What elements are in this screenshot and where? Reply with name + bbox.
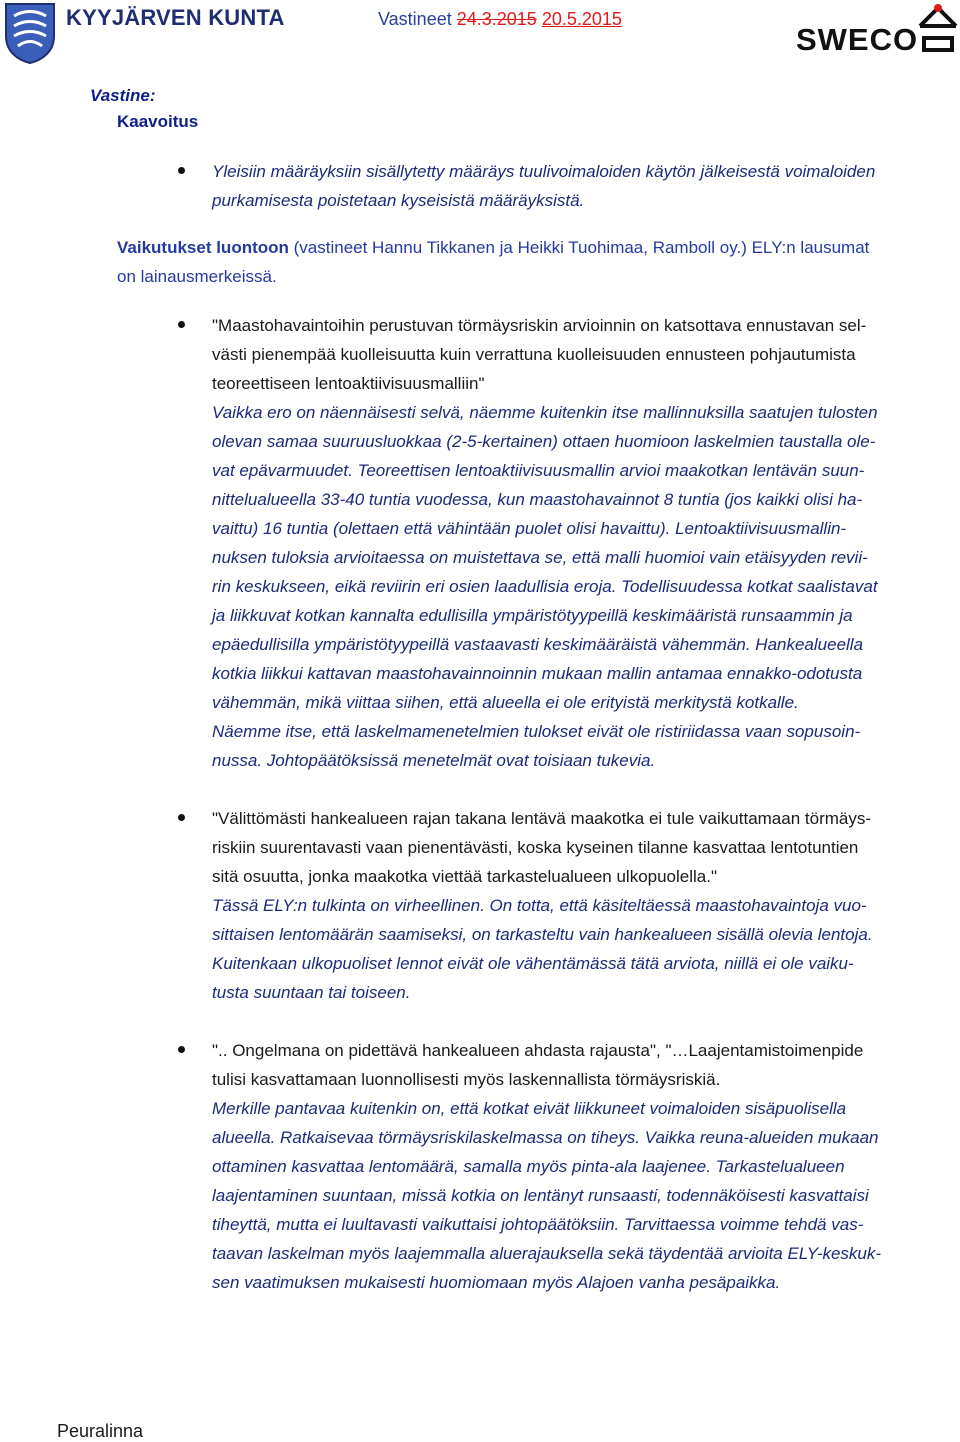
reply-line: olevan samaa suuruusluokkaa (2-5-kertainen) ottaen huomioon laskelmien taustalla ole- — [212, 432, 876, 451]
reply-line: kotkia liikkui kattavan maastohavainnoinnin mukaan mallin antamaa ennakko-odotusta — [212, 664, 863, 683]
logo-text: SWECO — [796, 22, 919, 57]
quote-line: västi pienempää kuolleisuutta kuin verrattuna kuolleisuuden ennusteen pohjautumista — [212, 345, 856, 364]
reply-line: taavan laskelman myös laajemmalla aluerajauksella sekä täydentää arvioita ELY-keskuk- — [212, 1244, 882, 1263]
reply-line: Kuitenkaan ulkopuoliset lennot eivät ole vähentämässä tätä arviota, niillä ei ole vaiku- — [212, 954, 854, 973]
reply-line: sittaisen lentomäärän saamiseksi, on tarkasteltu vain hankealueen sisällä olevia lentoja. — [212, 925, 873, 944]
reply-line: ja liikkuvat kotkan kannalta edullisilla ympäristötyypeillä keskimääristä runsaammin ja — [212, 606, 853, 625]
reply-line: vähemmän, mikä viittaa siihen, että alueella ei ole erityistä merkitystä kotkalle. — [212, 693, 799, 712]
reply-line: Merkille pantavaa kuitenkin on, että kotkat eivät liikkuneet voimaloiden sisäpuolisella — [212, 1099, 847, 1118]
section-title: Kaavoitus — [117, 112, 199, 131]
reply-line: Vaikka ero on näennäisesti selvä, näemme kuitenkin itse mallinnuksilla saatujen tulosten — [212, 403, 878, 422]
quote-line: ".. Ongelmana on pidettävä hankealueen ahdasta rajausta", "…Laajentamistoimenpide — [212, 1041, 864, 1060]
sweco-logo — [796, 2, 960, 58]
quote-line: sitä osuutta, jonka maakotka viettää tarkastelualueen ulkopuolella." — [212, 867, 718, 886]
reply-line: Tässä ELY:n tulkinta on virheellinen. On totta, että käsiteltäessä maastohavaintoja vuo- — [212, 896, 867, 915]
document-dates — [378, 9, 622, 30]
organization-name: KYYJÄRVEN KUNTA — [66, 5, 285, 30]
quote-line: "Välittömästi hankealueen rajan takana lentävä maakotka ei tule vaikuttamaan törmäys- — [212, 809, 872, 828]
bullet-paragraph-3 — [212, 804, 954, 1007]
text-line: purkamisesta poistetaan kyseisistä määräyksistä. — [212, 191, 585, 210]
reply-line: tiheyttä, mutta ei luultavasti vaikuttaisi johtopäätöksiin. Tarvittaessa voimme tehdä vas- — [212, 1215, 864, 1234]
bullet-icon — [178, 321, 185, 328]
reply-line: nittelualueella 33-40 tuntia vuodessa, kun maastohavainnot 8 tuntia (jos kaikki olisi ha- — [212, 490, 863, 509]
reply-line: vat epävarmuudet. Teoreettisen lentoaktiivisuusmallin arvioi maakotkan lentävän suun- — [212, 461, 865, 480]
reply-line: ottaminen kasvattaa lentomäärä, samalla myös pinta-ala laajenee. Tarkastelualueen — [212, 1157, 845, 1176]
municipal-crest-icon — [4, 2, 56, 64]
note-line-1: (vastineet Hannu Tikkanen ja Heikki Tuohimaa, Ramboll oy.) ELY:n lausumat — [288, 238, 870, 257]
text-line: Yleisiin määräyksiin sisällytetty määräys tuulivoimaloiden käytön jälkeisestä voimaloiden — [212, 162, 876, 181]
page-footer: Peuralinna — [57, 1421, 144, 1441]
reply-line: rin keskukseen, eikä reviirin eri osien laadullisia eroja. Todellisuudessa kotkat saalistavat — [212, 577, 878, 596]
sweco-mark-icon — [920, 8, 956, 50]
bullet-icon — [178, 1046, 185, 1053]
bullet-icon — [178, 814, 185, 821]
quote-line: riskiin suurentavasti vaan pienentävästi, koska kyseinen tilanne kasvattaa lentotuntien — [212, 838, 859, 857]
old-date: 24.3.2015 — [456, 9, 537, 29]
reply-line: tusta suuntaan tai toiseen. — [212, 983, 411, 1002]
note-line-2: on lainausmerkeissä. — [117, 267, 277, 286]
bullet-paragraph-1 — [212, 157, 954, 215]
reply-line: epäedullisilla ympäristötyypeillä vastaavasti keskimääräistä vähemmän. Hankealueella — [212, 635, 864, 654]
document-label: Vastineet — [378, 9, 452, 29]
reply-line: nuksen tuloksia arvioitaessa on muistettava se, että malli huomioi vain etäisyyden revii- — [212, 548, 868, 567]
reply-line: sen vaatimuksen mukaisesti huomiomaan myös Alajoen vanha pesäpaikka. — [212, 1273, 781, 1292]
reply-line: Näemme itse, että laskelmamenetelmien tulokset eivät ole ristiriidassa vaan sopusoin- — [212, 722, 861, 741]
reply-line: nussa. Johtopäätöksissä menetelmät ovat toisiaan tukevia. — [212, 751, 656, 770]
page-header — [0, 0, 960, 70]
bullet-paragraph-2 — [212, 311, 954, 775]
quote-line: "Maastohavaintoihin perustuvan törmäysriskin arvioinnin on katsottava ennustavan sel- — [212, 316, 867, 335]
bullet-paragraph-4 — [212, 1036, 954, 1297]
section-note — [117, 233, 947, 291]
reply-heading: Vastine: — [90, 86, 156, 105]
new-date: 20.5.2015 — [541, 9, 622, 29]
reply-line: vaittu) 16 tuntia (olettaen että vähintään puolet olisi havaittu). Lentoaktiivisuusmallin- — [212, 519, 847, 538]
bullet-icon — [178, 167, 185, 174]
reply-line: alueella. Ratkaisevaa törmäysriskilaskelmassa on tiheys. Vaikka reuna-alueiden mukaan — [212, 1128, 879, 1147]
quote-line: teoreettiseen lentoaktiivisuusmalliin" — [212, 374, 485, 393]
note-bold: Vaikutukset luontoon — [117, 238, 289, 257]
quote-line: tulisi kasvattamaan luonnollisesti myös laskennallista törmäysriskiä. — [212, 1070, 721, 1089]
reply-line: laajentaminen suuntaan, missä kotkia on lentänyt runsaasti, todennäköisesti kasvattaisi — [212, 1186, 869, 1205]
